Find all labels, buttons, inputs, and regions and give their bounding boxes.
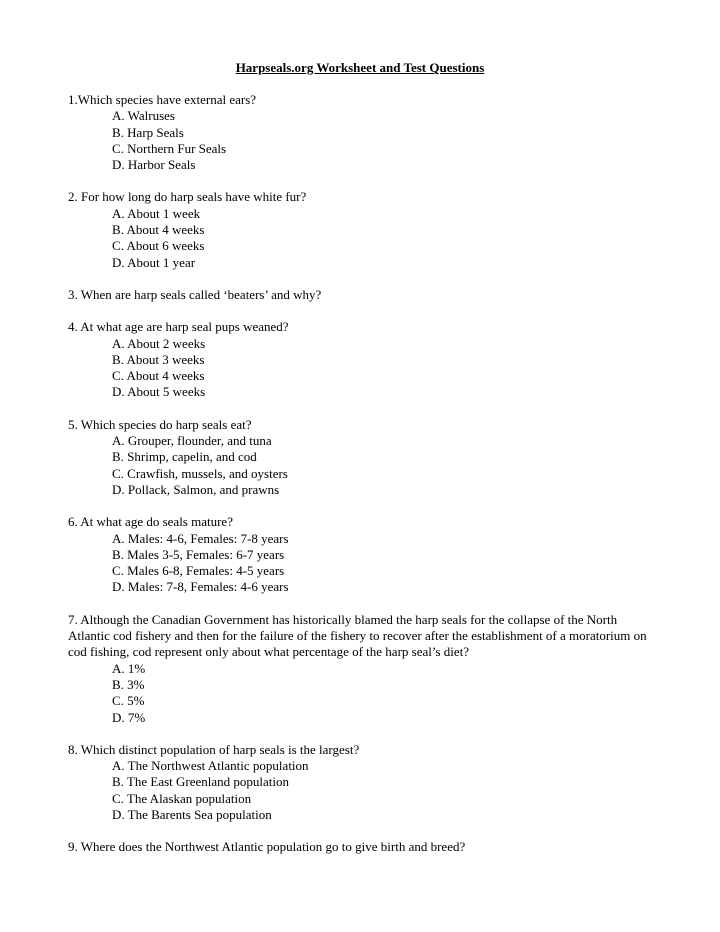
- question-2: [68, 189, 652, 270]
- question-text: 1.Which species have external ears?: [68, 92, 257, 107]
- answer-option: A. The Northwest Atlantic population: [112, 758, 309, 774]
- answer-option: C. Males 6-8, Females: 4-5 years: [112, 563, 285, 579]
- page-title: Harpseals.org Worksheet and Test Questions: [235, 60, 485, 75]
- answer-option: A. About 1 week: [112, 205, 201, 221]
- answer-option: D. Males: 7-8, Females: 4-6 years: [112, 579, 289, 595]
- answer-option: B. 3%: [112, 676, 145, 692]
- answer-option: C. Northern Fur Seals: [112, 140, 227, 156]
- answer-option: B. The East Greenland population: [112, 774, 290, 790]
- answer-option: D. Pollack, Salmon, and prawns: [112, 481, 280, 497]
- answer-option: A. Walruses: [112, 108, 175, 124]
- question-text: 8. Which distinct population of harp seals is the largest?: [68, 741, 360, 757]
- answer-option: A. Grouper, flounder, and tuna: [112, 433, 272, 449]
- question-7: [68, 612, 652, 726]
- answer-option: B. About 4 weeks: [112, 222, 205, 238]
- answer-options: [68, 661, 652, 726]
- answer-options: [68, 336, 652, 401]
- answer-options: [68, 758, 652, 823]
- question-1: [68, 92, 652, 173]
- answer-option: A. Males: 4-6, Females: 7-8 years: [112, 530, 289, 546]
- answer-option: B. Harp Seals: [112, 124, 184, 140]
- question-6: [68, 514, 652, 595]
- answer-option: C. Crawfish, mussels, and oysters: [112, 465, 288, 481]
- answer-option: A. 1%: [112, 660, 146, 676]
- answer-option: C. The Alaskan population: [112, 790, 252, 806]
- answer-option: D. 7%: [112, 709, 146, 725]
- question-4: [68, 319, 652, 400]
- question-text: 9. Where does the Northwest Atlantic population go to give birth and breed?: [68, 839, 466, 855]
- answer-option: B. About 3 weeks: [112, 351, 205, 367]
- question-3: [68, 287, 652, 303]
- answer-option: C. About 4 weeks: [112, 368, 205, 384]
- answer-options: [68, 531, 652, 596]
- question-text: 6. At what age do seals mature?: [68, 514, 233, 530]
- answer-option: B. Shrimp, capelin, and cod: [112, 449, 257, 465]
- question-5: [68, 417, 652, 498]
- question-text: 4. At what age are harp seal pups weaned?: [68, 319, 289, 335]
- question-text: 5. Which species do harp seals eat?: [68, 416, 252, 432]
- answer-option: B. Males 3-5, Females: 6-7 years: [112, 546, 285, 562]
- question-text: 3. When are harp seals called ‘beaters’ and why?: [68, 286, 322, 302]
- question-8: [68, 742, 652, 823]
- question-text: 2. For how long do harp seals have white fur?: [68, 189, 307, 205]
- answer-options: [68, 433, 652, 498]
- answer-option: D. About 1 year: [112, 254, 196, 270]
- answer-option: D. Harbor Seals: [112, 157, 196, 173]
- question-9: [68, 839, 652, 855]
- answer-options: [68, 206, 652, 271]
- question-text: 7. Although the Canadian Government has historically blamed the harp seals for the collapse of the North Atlantic cod fishery and then for the failure of the fishery to recover after the establishment of a moratorium on cod fishing, cod represent only about what percentage of the harp seal’s diet?: [68, 611, 647, 660]
- answer-options: [68, 108, 652, 173]
- answer-option: D. About 5 weeks: [112, 384, 206, 400]
- answer-option: C. About 6 weeks: [112, 238, 205, 254]
- answer-option: C. 5%: [112, 693, 145, 709]
- answer-option: D. The Barents Sea population: [112, 806, 272, 822]
- answer-option: A. About 2 weeks: [112, 335, 206, 351]
